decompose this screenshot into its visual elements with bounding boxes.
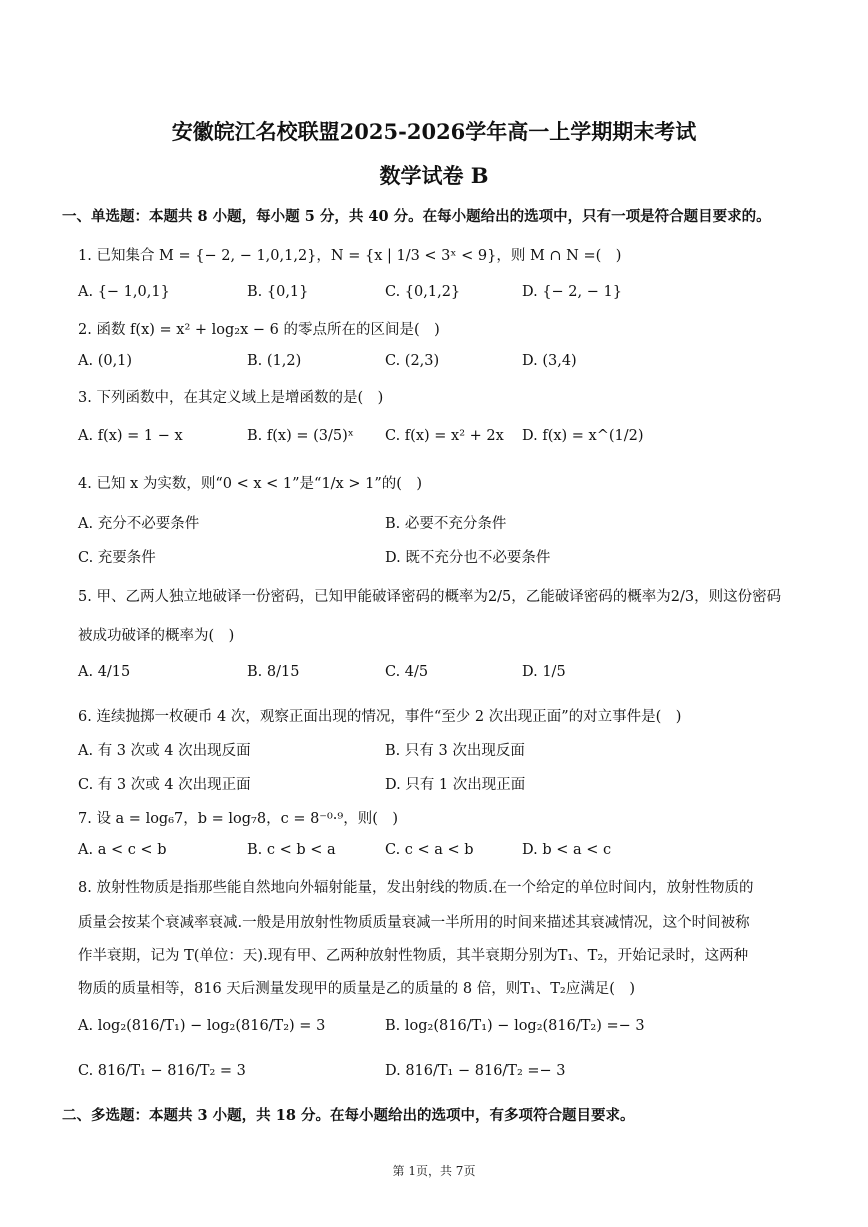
question-2: 2. 函数 f(x) = x² + log₂x − 6 的零点所在的区间是( ) (78, 322, 440, 338)
q8-option-d: D. 816/T₁ − 816/T₂ =− 3 (385, 1063, 566, 1079)
question-8-line-2: 质量会按某个衰减率衰减.一般是用放射性物质质量衰减一半所用的时间来描述其衰减情况，这个时间被称 (78, 915, 750, 931)
exam-subtitle: 数学试卷 B (379, 163, 489, 188)
q7-option-c: C. c < a < b (385, 842, 474, 858)
q6-option-b: B. 只有 3 次出现反面 (385, 743, 525, 759)
q4-option-c: C. 充要条件 (78, 550, 156, 566)
q3-option-d: D. f(x) = x^(1/2) (522, 428, 644, 444)
question-4: 4. 已知 x 为实数，则“0 < x < 1”是“1/x > 1”的( ) (78, 476, 423, 492)
q1-option-d: D. {− 2, − 1} (522, 284, 622, 300)
question-8-line-1: 8. 放射性物质是指那些能自然地向外辐射能量，发出射线的物质.在一个给定的单位时间内，放射性物质的 (78, 880, 754, 896)
question-8-line-3: 作半衰期，记为 T(单位：天).现有甲、乙两种放射性物质，其半衰期分别为T₁、T₂，开始记录时，这两种 (78, 948, 749, 964)
q2-option-c: C. (2,3) (385, 353, 440, 369)
q5-option-a: A. 4/15 (78, 664, 131, 680)
q4-option-b: B. 必要不充分条件 (385, 516, 507, 532)
page-footer: 第 1页，共 7页 (392, 1164, 476, 1178)
q1-option-b: B. {0,1} (247, 284, 309, 300)
q7-option-b: B. c < b < a (247, 842, 336, 858)
exam-title: 安徽皖江名校联盟2025-2026学年高一上学期期末考试 (171, 119, 697, 144)
question-8-line-4: 物质的质量相等，816 天后测量发现甲的质量是乙的质量的 8 倍，则T₁、T₂应满足( ) (78, 981, 636, 997)
q4-option-a: A. 充分不必要条件 (78, 516, 200, 532)
q7-option-d: D. b < a < c (522, 842, 612, 858)
q5-option-c: C. 4/5 (385, 664, 429, 680)
q7-option-a: A. a < c < b (78, 842, 167, 858)
q1-option-c: C. {0,1,2} (385, 284, 461, 300)
q6-option-c: C. 有 3 次或 4 次出现正面 (78, 777, 251, 793)
section-2-heading: 二、多选题：本题共 3 小题，共 18 分。在每小题给出的选项中，有多项符合题目要求。 (62, 1107, 635, 1124)
q3-option-a: A. f(x) = 1 − x (78, 428, 183, 444)
question-7: 7. 设 a = log₆7，b = log₇8，c = 8⁻⁰·⁹，则( ) (78, 811, 399, 827)
q8-option-b: B. log₂(816/T₁) − log₂(816/T₂) =− 3 (385, 1018, 645, 1034)
question-5-cont: 被成功破译的概率为( ) (78, 628, 235, 644)
question-3: 3. 下列函数中，在其定义域上是增函数的是( ) (78, 390, 384, 406)
q2-option-a: A. (0,1) (78, 353, 133, 369)
q5-option-d: D. 1/5 (522, 664, 566, 680)
question-1: 1. 已知集合 M = {− 2, − 1,0,1,2}，N = {x | 1/3 < 3ˣ < 9}，则 M ∩ N =( ) (78, 248, 622, 264)
q8-option-c: C. 816/T₁ − 816/T₂ = 3 (78, 1063, 246, 1079)
q4-option-d: D. 既不充分也不必要条件 (385, 550, 551, 566)
q6-option-a: A. 有 3 次或 4 次出现反面 (78, 743, 251, 759)
question-6: 6. 连续抛掷一枚硬币 4 次，观察正面出现的情况，事件“至少 2 次出现正面”的对立事件是( ) (78, 709, 682, 725)
q3-option-c: C. f(x) = x² + 2x (385, 428, 504, 444)
q8-option-a: A. log₂(816/T₁) − log₂(816/T₂) = 3 (78, 1018, 326, 1034)
q6-option-d: D. 只有 1 次出现正面 (385, 777, 526, 793)
q3-option-b: B. f(x) = (3/5)ˣ (247, 428, 354, 444)
section-1-heading: 一、单选题：本题共 8 小题，每小题 5 分，共 40 分。在每小题给出的选项中，只有一项是符合题目要求的。 (62, 208, 771, 225)
q1-option-a: A. {− 1,0,1} (78, 284, 170, 300)
q5-option-b: B. 8/15 (247, 664, 300, 680)
q2-option-d: D. (3,4) (522, 353, 577, 369)
q2-option-b: B. (1,2) (247, 353, 302, 369)
question-5: 5. 甲、乙两人独立地破译一份密码，已知甲能破译密码的概率为2/5，乙能破译密码的概率为2/3，则这份密码 (78, 589, 782, 605)
